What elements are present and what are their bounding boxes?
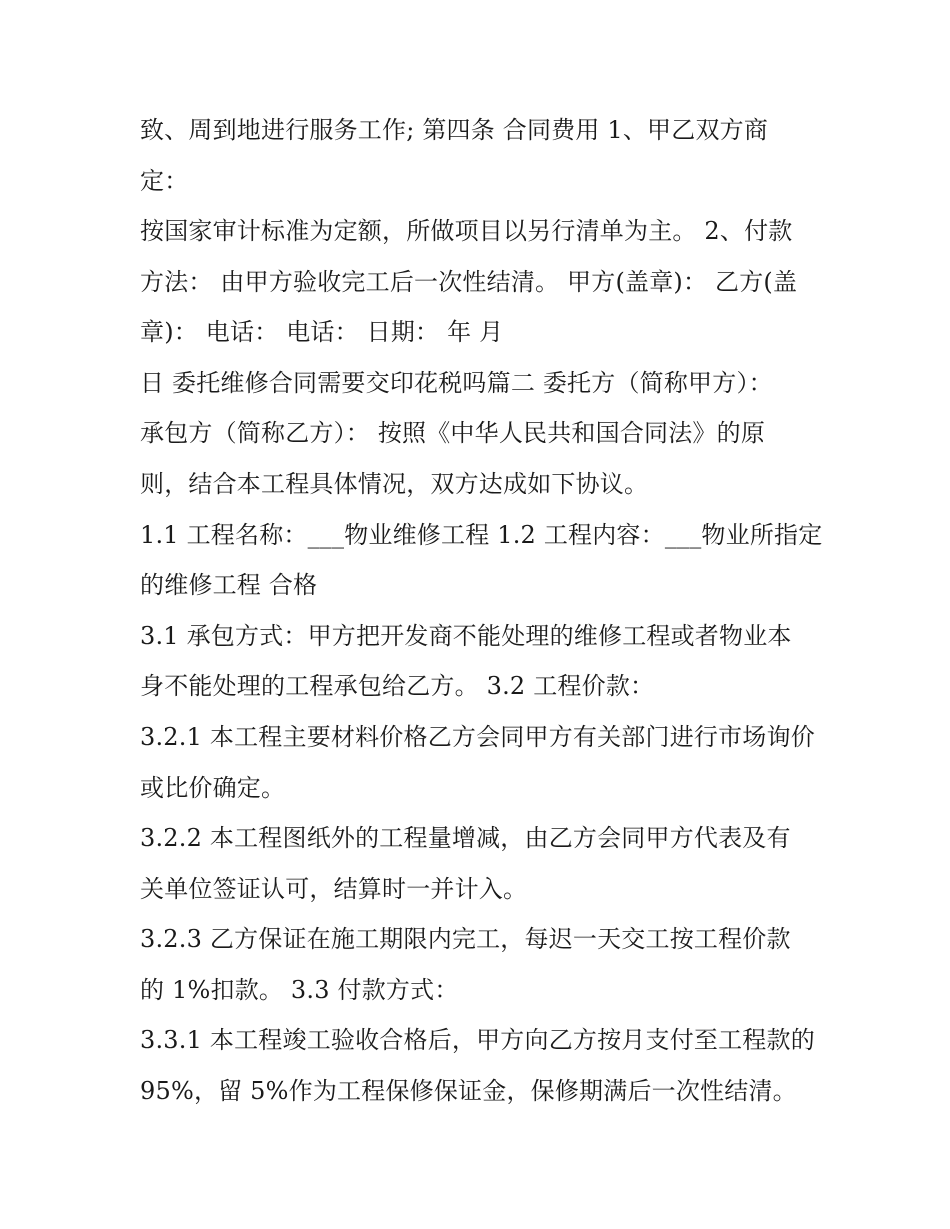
text-line: 承包方（简称乙方）： 按照《中华人民共和国合同法》的原 — [140, 419, 766, 447]
text-line: 日 委托维修合同需要交印花税吗篇二 委托方（简称甲方）： — [140, 369, 773, 397]
text-line: 3.2.3 乙方保证在施工期限内完工，每迟一天交工按工程价款 — [140, 925, 791, 953]
text-line: 的维修工程 合格 — [140, 571, 318, 599]
text-line: 关单位签证认可，结算时一并计入。 — [140, 875, 528, 903]
text-line: 身不能处理的工程承包给乙方。 3.2 工程价款： — [140, 672, 655, 700]
text-line: 3.2.2 本工程图纸外的工程量增减，由乙方会同甲方代表及有 — [140, 824, 791, 852]
text-line: 按国家审计标准为定额，所做项目以另行清单为主。 2、付款 — [140, 217, 793, 245]
text-line: 3.1 承包方式：甲方把开发商不能处理的维修工程或者物业本 — [140, 622, 792, 650]
text-line: 或比价确定。 — [140, 774, 286, 802]
text-line: 的 1%扣款。 3.3 付款方式： — [140, 976, 459, 1004]
text-line: 95%，留 5%作为工程保修保证金，保修期满后一次性结清。 — [140, 1077, 797, 1105]
text-line: 章)： 电话： 电话： 日期： 年 月 — [140, 318, 504, 346]
text-line: 致、周到地进行服务工作; 第四条 合同费用 1、甲乙双方商 — [140, 116, 769, 144]
text-line: 则，结合本工程具体情况，双方达成如下协议。 — [140, 470, 649, 498]
text-line: 3.2.1 本工程主要材料价格乙方会同甲方有关部门进行市场询价 — [140, 723, 815, 751]
text-line: 方法： 由甲方验收完工后一次性结清。 甲方(盖章)： 乙方(盖 — [140, 268, 798, 296]
text-line: 3.3.1 本工程竣工验收合格后，甲方向乙方按月支付至工程款的 — [140, 1026, 815, 1054]
text-line: 1.1 工程名称：___物业维修工程 1.2 工程内容：___物业所指定 — [140, 521, 823, 549]
text-line: 定： — [140, 167, 189, 195]
